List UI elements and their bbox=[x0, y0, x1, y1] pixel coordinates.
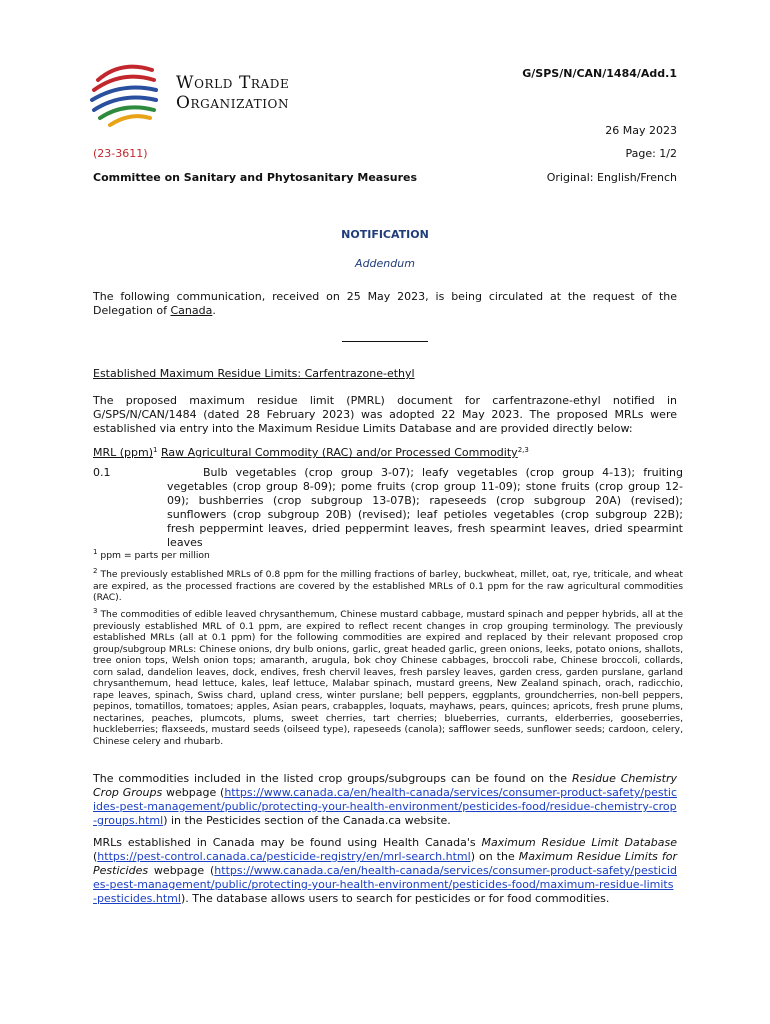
footnote-ref-1: 1 bbox=[153, 446, 158, 454]
mrl-col-header: MRL (ppm) bbox=[93, 446, 154, 459]
committee-name: Committee on Sanitary and Phytosanitary Measures bbox=[93, 171, 418, 184]
p3-text: ) on the bbox=[470, 850, 519, 863]
p2-text: ) in the Pesticides section of the Canada.ca website. bbox=[163, 814, 451, 827]
document-symbol: G/SPS/N/CAN/1484/Add.1 bbox=[522, 67, 677, 80]
addendum-subtitle: Addendum bbox=[355, 257, 415, 270]
notification-title: NOTIFICATION bbox=[341, 228, 429, 241]
mrl-search-link[interactable]: https://pest-control.canada.ca/pesticide-registry/en/mrl-search.html bbox=[97, 850, 471, 863]
commodity-list: Bulb vegetables (crop group 3-07); leafy vegetables (crop group 4-13); fruiting vegetables (crop group 8-09); pome fruits (crop group 11-09); stone fruits (crop group 12-09); bushberries (crop subgroup 13-07B); rapeseeds (crop subgroup 20A) (revised); sunflowers (crop subgroup 20B) (revised); leaf petioles vegetables (crop subgroup 22B); fresh peppermint leaves, dried peppermint leaves, fresh spearmint leaves, dried spearmint leaves bbox=[167, 466, 683, 549]
intro-paragraph bbox=[93, 290, 677, 318]
reference-number: (23-3611) bbox=[93, 147, 148, 160]
p2-italic: Residue Chemistry Crop Groups bbox=[93, 772, 677, 799]
organization-name bbox=[176, 73, 289, 113]
footnote-number: 1 bbox=[93, 548, 98, 556]
crop-groups-link[interactable]: https://www.canada.ca/en/health-canada/services/consumer-product-safety/pesticides-pest-management/public/protecting-your-health-environment/pesticides-food/residue-chemistry-crop-groups.html bbox=[93, 786, 677, 827]
footnote-text: ppm = parts per million bbox=[97, 550, 210, 561]
document-date: 26 May 2023 bbox=[605, 124, 677, 137]
mrl-database-paragraph bbox=[93, 836, 677, 906]
crop-groups-paragraph bbox=[93, 772, 677, 828]
country-name: Canada bbox=[170, 304, 213, 317]
p3-text: ( bbox=[93, 850, 98, 863]
footnote-text: The previously established MRLs of 0.8 ppm for the milling fractions of barley, buckwheat, millet, oat, rye, triticale, and wheat are expired, as the processed fractions are covered by the established MRLs of 0.1 ppm for the raw agricultural commodities (RAC). bbox=[93, 569, 683, 603]
footnote-2 bbox=[93, 569, 683, 604]
footnote-text: The commodities of edible leaved chrysanthemum, Chinese mustard cabbage, mustard spinach and pepper hybrids, all at the previously established MRL of 0.1 ppm, are expired to reflect recent changes in crop grouping terminology. The previously established MRLs (all at 0.1 ppm) for the following commodities are expired and replaced by their relevant proposed crop group/subgroup MRLs: Chinese onions, dry bulb onions, garlic, great headed garlic, green onions, leeks, potato onions, shallots, tree onion tops, Welsh onion tops; amaranth, arugula, bok choy Chinese cabbages, broccoli rabe, Chinese broccoli, collards, corn salad, dandelion leaves, dock, endives, fresh chervil leaves, fresh parsley leaves, garden cress, garden purslane, garland chrysanthemum, head lettuce, kales, leaf lettuce, Malabar spinach, mustard greens, New Zealand spinach, orach, radicchio, rape leaves, spinach, Swiss chard, upland cress, winter purslane; bell peppers, eggplants, groundcherries, non-bell peppers, pepinos, tomatillos, tomatoes; apples, Asian pears, crabapples, loquats, mayhaws, pears, quinces; apricots, fresh prune plums, nectarines, peaches, plumcots, plums, sweet cherries, tart cherries; blueberries, currants, elderberries, gooseberries, huckleberries; flaxseeds, mustard seeds (oilseed type), rapeseeds (canola); safflower seeds, sunflower seeds; cardoon, celery, Chinese celery and rhubarb. bbox=[93, 609, 683, 747]
footnote-ref-2-3: 2,3 bbox=[517, 446, 529, 454]
p3-italic: Maximum Residue Limit Database bbox=[481, 836, 677, 849]
p3-text: ). The database allows users to search for pesticides or for food commodities. bbox=[180, 892, 610, 905]
p2-text: The commodities included in the listed crop groups/subgroups can be found on the bbox=[93, 772, 572, 785]
footnote-number: 3 bbox=[93, 607, 98, 615]
mrl-table-header bbox=[93, 446, 529, 459]
p2-text: webpage ( bbox=[162, 786, 225, 799]
page-number: Page: 1/2 bbox=[625, 147, 677, 160]
commodity-col-header: Raw Agricultural Commodity (RAC) and/or Processed Commodity bbox=[161, 446, 518, 459]
separator-rule bbox=[342, 341, 428, 342]
original-language: Original: English/French bbox=[546, 171, 677, 184]
mrl-value: 0.1 bbox=[93, 466, 111, 479]
section-heading: Established Maximum Residue Limits: Carfentrazone-ethyl bbox=[93, 367, 415, 380]
org-line1: World Trade bbox=[176, 73, 290, 93]
footnote-number: 2 bbox=[93, 567, 98, 575]
section-paragraph: The proposed maximum residue limit (PMRL) document for carfentrazone-ethyl notified in G/SPS/N/CAN/1484 (dated 28 February 2023) was adopted 22 May 2023. The proposed MRLs were established via entry into the Maximum Residue Limits Database and are provided directly below: bbox=[93, 394, 677, 435]
intro-end: . bbox=[212, 304, 216, 317]
mrl-pesticides-link[interactable]: https://www.canada.ca/en/health-canada/services/consumer-product-safety/pesticides-pest-management/public/protecting-your-health-environment/pesticides-food/maximum-residue-limits-pesticides.html bbox=[93, 864, 677, 905]
p3-italic: Maximum Residue Limits for Pesticides bbox=[93, 850, 677, 877]
intro-text: The following communication, received on 25 May 2023, is being circulated at the request of the Delegation of bbox=[93, 290, 677, 317]
p3-text: webpage ( bbox=[148, 864, 215, 877]
footnote-1 bbox=[93, 550, 683, 562]
footnote-3 bbox=[93, 609, 683, 747]
p3-text: MRLs established in Canada may be found using Health Canada's bbox=[93, 836, 482, 849]
org-line2: Organization bbox=[176, 93, 290, 113]
